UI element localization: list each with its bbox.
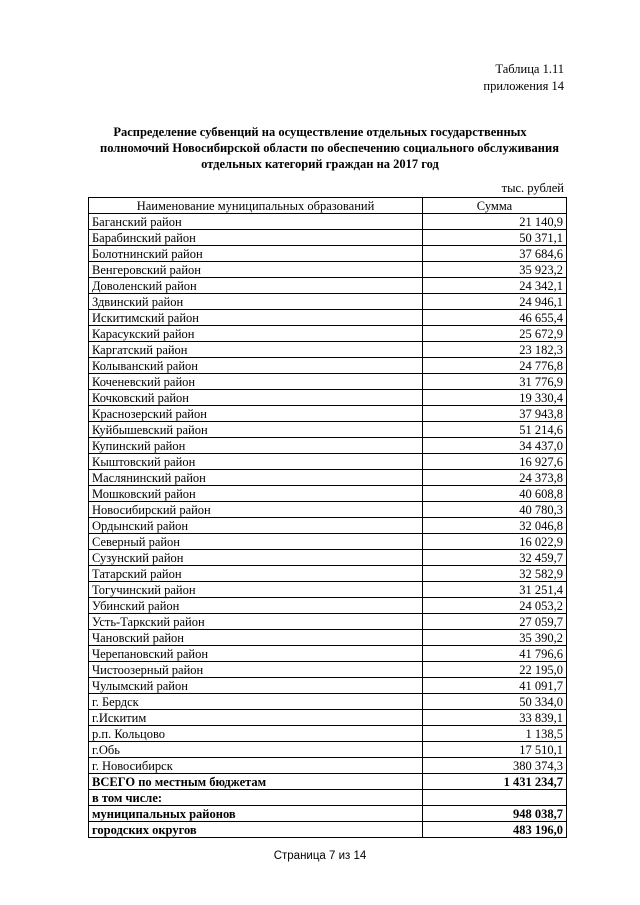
title-line-1: Распределение субвенций на осуществление отдельных государственных [113,125,527,139]
table-row [89,438,567,454]
row-sum: 51 214,6 [423,422,567,438]
row-name: г.Обь [89,742,423,758]
row-sum: 34 437,0 [423,438,567,454]
urban-row [89,822,567,838]
row-name: Усть-Таркский район [89,614,423,630]
row-sum: 380 374,3 [423,758,567,774]
row-name: Мошковский район [89,486,423,502]
total-name: ВСЕГО по местным бюджетам [89,774,423,790]
row-sum: 40 780,3 [423,502,567,518]
row-sum: 35 923,2 [423,262,567,278]
table-row [89,742,567,758]
row-sum: 46 655,4 [423,310,567,326]
table-row [89,518,567,534]
row-name: Карасукский район [89,326,423,342]
header-name: Наименование муниципальных образований [89,198,423,214]
row-name: Кыштовский район [89,454,423,470]
table-row [89,726,567,742]
table-row [89,486,567,502]
row-sum: 21 140,9 [423,214,567,230]
row-name: р.п. Кольцово [89,726,423,742]
including-row [89,790,567,806]
row-sum: 32 582,9 [423,566,567,582]
table-row [89,374,567,390]
row-name: Каргатский район [89,342,423,358]
table-row [89,422,567,438]
table-row [89,214,567,230]
total-sum: 1 431 234,7 [423,774,567,790]
table-row [89,710,567,726]
row-sum: 25 672,9 [423,326,567,342]
header-sum: Сумма [423,198,567,214]
row-name: г. Бердск [89,694,423,710]
row-sum: 24 342,1 [423,278,567,294]
row-name: Сузунский район [89,550,423,566]
municipal-name: муниципальных районов [89,806,423,822]
table-row [89,758,567,774]
row-name: Ордынский район [89,518,423,534]
row-sum: 23 182,3 [423,342,567,358]
row-sum: 37 684,6 [423,246,567,262]
table-row [89,406,567,422]
table-body [89,214,567,774]
row-sum: 27 059,7 [423,614,567,630]
row-name: Маслянинский район [89,470,423,486]
table-row [89,310,567,326]
row-sum: 50 371,1 [423,230,567,246]
row-sum: 24 776,8 [423,358,567,374]
table-row [89,646,567,662]
row-sum: 32 459,7 [423,550,567,566]
table-row [89,278,567,294]
table-row [89,326,567,342]
row-sum: 1 138,5 [423,726,567,742]
row-name: Краснозерский район [89,406,423,422]
row-sum: 50 334,0 [423,694,567,710]
table-row [89,246,567,262]
row-name: г.Искитим [89,710,423,726]
title-line-3: отдельных категорий граждан на 2017 год [201,157,439,171]
row-name: Чулымский район [89,678,423,694]
row-sum: 16 927,6 [423,454,567,470]
row-sum: 32 046,8 [423,518,567,534]
table-summary [89,774,567,838]
table-row [89,454,567,470]
subvention-table [88,197,567,838]
row-name: Здвинский район [89,294,423,310]
row-sum: 41 796,6 [423,646,567,662]
municipal-sum: 948 038,7 [423,806,567,822]
row-name: г. Новосибирск [89,758,423,774]
table-row [89,678,567,694]
table-row [89,294,567,310]
table-caption [483,61,564,95]
row-sum: 17 510,1 [423,742,567,758]
table-row [89,598,567,614]
row-sum: 40 608,8 [423,486,567,502]
row-name: Коченевский район [89,374,423,390]
total-row [89,774,567,790]
urban-sum: 483 196,0 [423,822,567,838]
row-name: Кочковский район [89,390,423,406]
row-name: Убинский район [89,598,423,614]
row-name: Барабинский район [89,230,423,246]
row-name: Чановский район [89,630,423,646]
table-row [89,582,567,598]
table-row [89,534,567,550]
table-row [89,390,567,406]
units-label: тыс. рублей [501,181,564,195]
row-name: Северный район [89,534,423,550]
table-number: Таблица 1.11 [495,62,564,76]
row-sum: 24 946,1 [423,294,567,310]
row-name: Тогучинский район [89,582,423,598]
table-row [89,662,567,678]
row-sum: 19 330,4 [423,390,567,406]
table-row [89,470,567,486]
row-name: Болотнинский район [89,246,423,262]
row-name: Колыванский район [89,358,423,374]
page-number: Страница 7 из 14 [273,850,367,862]
row-sum: 31 251,4 [423,582,567,598]
table-row [89,262,567,278]
row-sum: 33 839,1 [423,710,567,726]
row-sum: 41 091,7 [423,678,567,694]
row-name: Татарский район [89,566,423,582]
row-name: Куйбышевский район [89,422,423,438]
table-row [89,342,567,358]
appendix-label: приложения 14 [483,79,564,93]
row-name: Новосибирский район [89,502,423,518]
row-name: Чистоозерный район [89,662,423,678]
title-line-2: полномочий Новосибирской области по обеспечению социального обслуживания [100,141,559,155]
row-sum: 16 022,9 [423,534,567,550]
table-row [89,230,567,246]
document-title [100,124,559,172]
row-sum: 35 390,2 [423,630,567,646]
row-name: Искитимский район [89,310,423,326]
table-row [89,550,567,566]
row-name: Баганский район [89,214,423,230]
row-sum: 24 373,8 [423,470,567,486]
table-row [89,358,567,374]
row-sum: 37 943,8 [423,406,567,422]
row-sum: 24 053,2 [423,598,567,614]
table-row [89,566,567,582]
table-row [89,630,567,646]
including-sum [423,790,567,806]
municipal-row [89,806,567,822]
table-row [89,694,567,710]
table-row [89,502,567,518]
row-name: Купинский район [89,438,423,454]
including-label: в том числе: [89,790,423,806]
table-row [89,614,567,630]
row-sum: 31 776,9 [423,374,567,390]
row-name: Доволенский район [89,278,423,294]
row-name: Венгеровский район [89,262,423,278]
table-header-row [89,198,567,214]
row-sum: 22 195,0 [423,662,567,678]
urban-name: городских округов [89,822,423,838]
row-name: Черепановский район [89,646,423,662]
